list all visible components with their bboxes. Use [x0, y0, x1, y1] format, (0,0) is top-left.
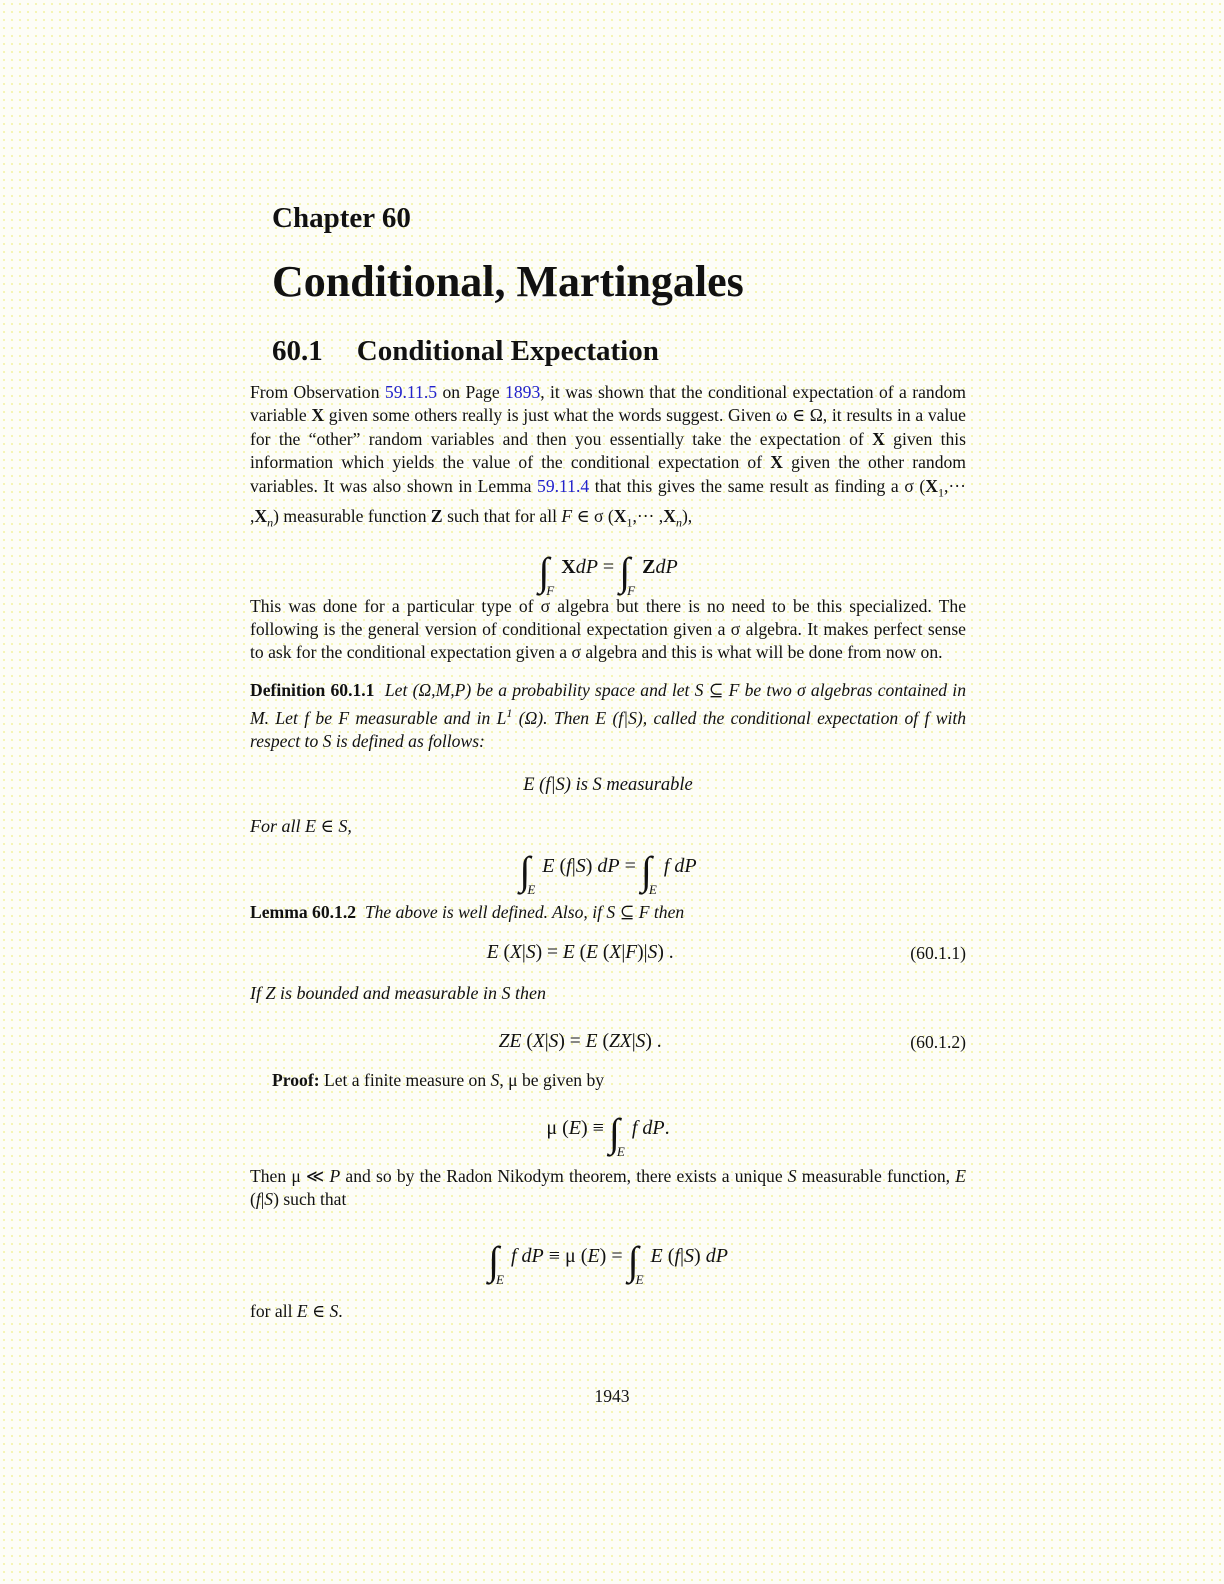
measurable-statement: E (f|S) is S measurable	[523, 774, 693, 795]
paragraph-intro: From Observation 59.11.5 on Page 1893, it was shown that the conditional expectation of a random variable X given some others really is just what the words suggest. Given ω ∈ Ω, it results in a value for the “other” random variables and then you essentially take the expectation of X given this information which yields the value of the conditional expectation of X given the other random variables. It was also shown in Lemma 59.11.4 that this gives the same result as finding a σ $(X_1,\cdot\cdot\cdot ,X_n)$ measurable function Z such that for all F ∈ σ $(X_1,\cdot\cdot\cdot ,X_n)$,	[250, 382, 966, 530]
display-formula-conditional-expectation: $\int_EE$ (f|S) dP = $\int_Ef$ dP	[519, 847, 697, 897]
page-number: 1943	[594, 1386, 630, 1406]
forall-e-line: For all E ∈ S,	[250, 816, 352, 837]
paragraph-sigma-algebra: This was done for a particular type of σ algebra but there is no need to be this specialized. The following is the general version of conditional expectation given a σ algebra. It makes perfect sense to ask for the conditional expectation given a σ algebra and this is what will be done from now on.	[250, 595, 966, 663]
equation-60-1-1	[250, 942, 966, 964]
display-formula-radon-nikodym: $\int_Ef$ dP ≡ μ $(E) = \int_EE$ (f|S) dP	[488, 1237, 728, 1287]
text-column	[250, 203, 966, 1323]
chapter-label: Chapter 60	[272, 202, 411, 234]
definition-60-1-1: Definition 60.1.1 Let (Ω,M,P) be a probability space and let S ⊆ F be two σ algebras contained in M. Let f be F measurable and in $L^1$ (Ω). Then E (f|S), called the conditional expectation of f with respect to S is defined as follows:	[250, 679, 967, 752]
display-formula-mu-definition: μ $(E) \equiv \int_Ef$ dP.	[546, 1109, 670, 1159]
link-page-1893[interactable]: 1893	[505, 382, 541, 403]
equation-60-1-1-body: E (X|S) = E (E (X|F)|S) .	[486, 942, 674, 964]
chapter-title: Conditional, Martingales	[272, 257, 744, 307]
if-z-bounded-line: If Z is bounded and measurable in S then	[250, 983, 546, 1004]
section-number: 60.1	[272, 334, 323, 367]
proof-paragraph: Proof: Let a finite measure on S, μ be given by	[272, 1070, 605, 1091]
forall-e-closing-line: for all E ∈ S.	[250, 1300, 343, 1321]
equation-60-1-2-tag: (60.1.2)	[910, 1031, 966, 1052]
equation-60-1-2-body: ZE (X|S) = E (ZX|S) .	[498, 1031, 662, 1053]
lemma-60-1-2: Lemma 60.1.2 The above is well defined. Also, if S ⊆ F then	[250, 901, 685, 922]
section-heading	[272, 336, 966, 366]
equation-60-1-1-tag: (60.1.1)	[910, 942, 966, 963]
section-title: Conditional Expectation	[356, 334, 659, 367]
equation-60-1-2	[250, 1031, 966, 1053]
paragraph-radon-nikodym: Then μ ≪ P and so by the Radon Nikodym theorem, there exists a unique S measurable function, E (f|S) such that	[250, 1165, 966, 1210]
link-observation-59-11-5[interactable]: 59.11.5	[384, 382, 438, 403]
display-formula-xdp-zdp: $\int_FXdP = \int_FZdP$	[538, 548, 678, 598]
link-lemma-59-11-4[interactable]: 59.11.4	[537, 475, 590, 496]
